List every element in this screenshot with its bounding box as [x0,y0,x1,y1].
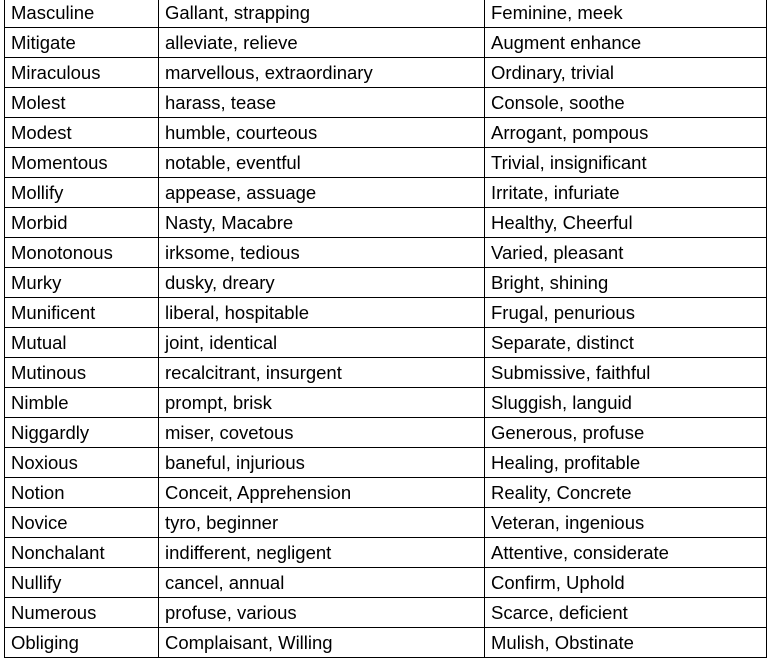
table-row [5,628,767,658]
antonyms-cell: Veteran, ingenious [485,508,767,538]
synonyms-cell: humble, courteous [159,118,485,148]
antonyms-cell: Bright, shining [485,268,767,298]
synonyms-cell: joint, identical [159,328,485,358]
antonyms-cell: Trivial, insignificant [485,148,767,178]
synonyms-cell: alleviate, relieve [159,28,485,58]
word-cell: Monotonous [5,238,159,268]
table-row [5,208,767,238]
synonyms-cell: appease, assuage [159,178,485,208]
word-cell: Murky [5,268,159,298]
word-cell: Masculine [5,0,159,28]
antonyms-cell: Healthy, Cheerful [485,208,767,238]
antonyms-cell: Feminine, meek [485,0,767,28]
antonyms-cell: Frugal, penurious [485,298,767,328]
table-row [5,148,767,178]
synonyms-cell: Gallant, strapping [159,0,485,28]
synonyms-cell: Complaisant, Willing [159,628,485,658]
word-cell: Nimble [5,388,159,418]
word-cell: Noxious [5,448,159,478]
word-cell: Novice [5,508,159,538]
table-row [5,178,767,208]
word-cell: Morbid [5,208,159,238]
synonyms-cell: irksome, tedious [159,238,485,268]
word-cell: Mitigate [5,28,159,58]
antonyms-cell: Separate, distinct [485,328,767,358]
antonyms-cell: Varied, pleasant [485,238,767,268]
word-cell: Notion [5,478,159,508]
antonyms-cell: Submissive, faithful [485,358,767,388]
table-row [5,268,767,298]
word-cell: Mutinous [5,358,159,388]
antonyms-cell: Sluggish, languid [485,388,767,418]
word-cell: Modest [5,118,159,148]
word-cell: Numerous [5,598,159,628]
table-row [5,388,767,418]
word-cell: Niggardly [5,418,159,448]
table-row [5,538,767,568]
antonyms-cell: Augment enhance [485,28,767,58]
synonyms-antonyms-table [4,0,767,658]
table-row [5,238,767,268]
synonyms-cell: miser, covetous [159,418,485,448]
synonyms-cell: liberal, hospitable [159,298,485,328]
antonyms-cell: Arrogant, pompous [485,118,767,148]
antonyms-cell: Generous, profuse [485,418,767,448]
table-row [5,118,767,148]
synonyms-cell: marvellous, extraordinary [159,58,485,88]
antonyms-cell: Ordinary, trivial [485,58,767,88]
table-row [5,358,767,388]
table-row [5,298,767,328]
antonyms-cell: Mulish, Obstinate [485,628,767,658]
word-cell: Mutual [5,328,159,358]
synonyms-cell: prompt, brisk [159,388,485,418]
word-cell: Miraculous [5,58,159,88]
synonyms-cell: Nasty, Macabre [159,208,485,238]
word-cell: Nonchalant [5,538,159,568]
synonyms-cell: dusky, dreary [159,268,485,298]
synonyms-cell: harass, tease [159,88,485,118]
word-cell: Obliging [5,628,159,658]
synonyms-cell: cancel, annual [159,568,485,598]
table-row [5,88,767,118]
table-row [5,0,767,28]
table-body [5,0,767,658]
word-cell: Molest [5,88,159,118]
synonyms-cell: profuse, various [159,598,485,628]
synonyms-cell: indifferent, negligent [159,538,485,568]
table-row [5,418,767,448]
word-cell: Munificent [5,298,159,328]
table-row [5,448,767,478]
table-row [5,28,767,58]
antonyms-cell: Healing, profitable [485,448,767,478]
synonyms-cell: Conceit, Apprehension [159,478,485,508]
table-row [5,58,767,88]
table-row [5,478,767,508]
antonyms-cell: Confirm, Uphold [485,568,767,598]
table-row [5,568,767,598]
word-cell: Nullify [5,568,159,598]
table-row [5,328,767,358]
synonyms-cell: recalcitrant, insurgent [159,358,485,388]
word-cell: Mollify [5,178,159,208]
antonyms-cell: Scarce, deficient [485,598,767,628]
table-row [5,598,767,628]
antonyms-cell: Console, soothe [485,88,767,118]
synonyms-cell: baneful, injurious [159,448,485,478]
antonyms-cell: Reality, Concrete [485,478,767,508]
synonyms-cell: tyro, beginner [159,508,485,538]
synonyms-cell: notable, eventful [159,148,485,178]
table-row [5,508,767,538]
antonyms-cell: Attentive, considerate [485,538,767,568]
word-cell: Momentous [5,148,159,178]
antonyms-cell: Irritate, infuriate [485,178,767,208]
